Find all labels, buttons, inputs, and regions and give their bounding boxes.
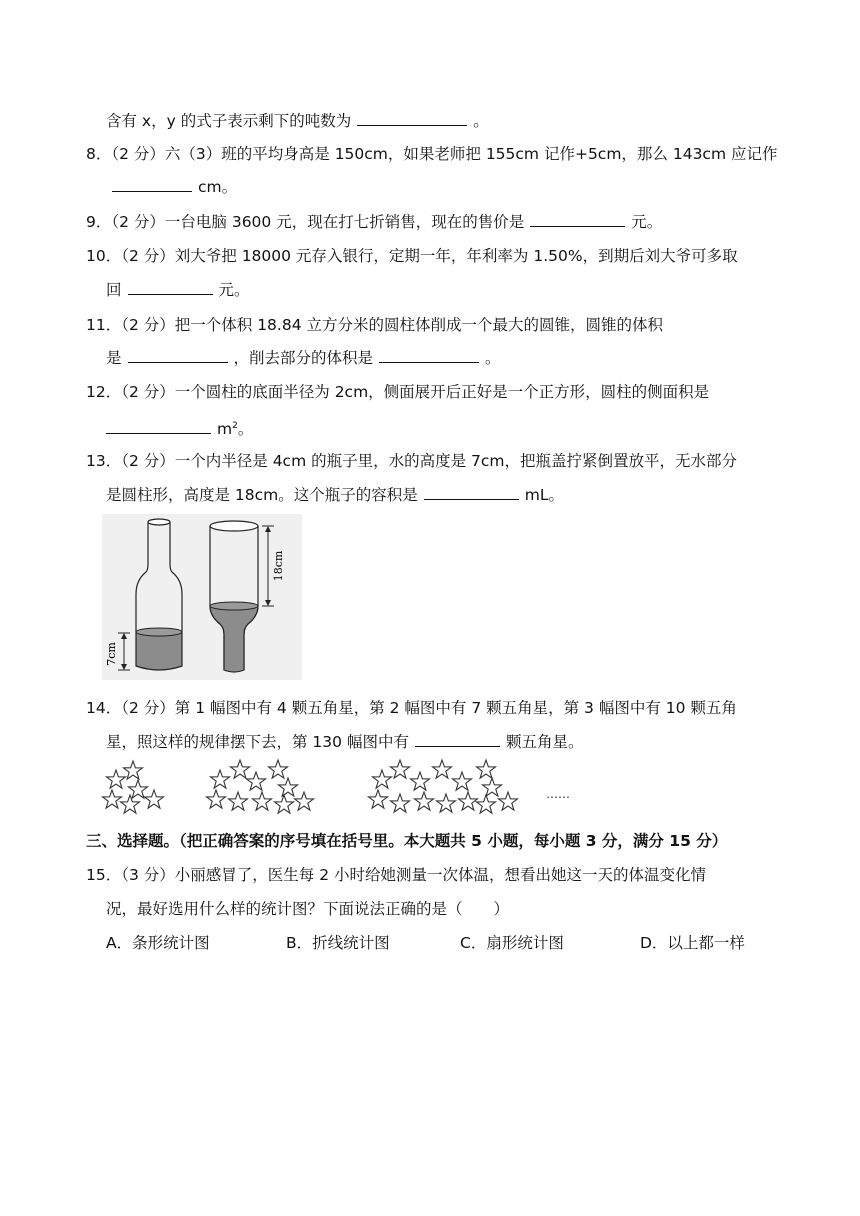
- star-group-3: [369, 760, 518, 813]
- question-12-line2: $m^2$。: [106, 415, 253, 440]
- question-11-line2: 是 ，削去部分的体积是 。: [106, 349, 501, 367]
- star-icon: [433, 760, 452, 778]
- star-icon: [269, 760, 288, 778]
- figure-background: [102, 514, 302, 680]
- question-8-line2: cm。: [106, 176, 237, 198]
- star-icon: [499, 792, 518, 810]
- question-14-line2: 星，照这样的规律摆下去，第 130 幅图中有 颗五角星。: [106, 733, 584, 751]
- star-icon: [453, 772, 472, 790]
- question-15-line2: 况，最好选用什么样的统计图？下面说法正确的是（ ）: [106, 900, 510, 918]
- stars-figure: [98, 758, 588, 818]
- question-15-line1: 15．（3 分）小丽感冒了，医生每 2 小时给她测量一次体温，想看出她这一天的体温变化情: [86, 866, 706, 884]
- height-label-18cm: 18cm: [272, 550, 285, 582]
- star-icon: [121, 795, 140, 813]
- answer-blank[interactable]: [424, 484, 519, 500]
- answer-blank[interactable]: [530, 211, 625, 227]
- answer-blank[interactable]: [106, 418, 211, 434]
- question-12-line1: 12．（2 分）一个圆柱的底面半径为 2cm，侧面展开后正好是一个正方形，圆柱的侧面积是: [86, 383, 710, 401]
- star-icon: [275, 795, 294, 813]
- answer-blank[interactable]: [357, 110, 467, 126]
- ellipsis: ……: [546, 787, 570, 801]
- star-icon: [207, 790, 226, 808]
- star-icon: [107, 770, 126, 788]
- star-icon: [247, 772, 266, 790]
- question-10-line1: 10．（2 分）刘大爷把 18000 元存入银行，定期一年，年利率为 1.50%，到期后刘大爷可多取: [86, 247, 738, 265]
- star-group-1: [103, 761, 164, 813]
- star-group-2: [207, 760, 314, 813]
- question-13-line1: 13．（2 分）一个内半径是 4cm 的瓶子里，水的高度是 7cm，把瓶盖拧紧倒置放平，无水部分: [86, 452, 738, 470]
- star-icon: [129, 780, 148, 798]
- question-9: 9．（2 分）一台电脑 3600 元，现在打七折销售，现在的售价是 元。: [86, 213, 663, 231]
- star-icon: [437, 794, 456, 812]
- answer-blank[interactable]: [128, 279, 213, 295]
- star-icon: [295, 792, 314, 810]
- option-c[interactable]: C．扇形统计图: [460, 934, 564, 952]
- section-3-heading: 三、选择题。（把正确答案的序号填在括号里。本大题共 5 小题，每小题 3 分，满分 15 分）: [86, 832, 728, 850]
- question-13-line2: 是圆柱形，高度是 18cm。这个瓶子的容积是 mL。: [106, 486, 565, 504]
- answer-blank[interactable]: [112, 176, 192, 192]
- star-icon: [229, 792, 248, 810]
- star-icon: [391, 794, 410, 812]
- star-icon: [279, 778, 298, 796]
- answer-blank[interactable]: [128, 347, 228, 363]
- answer-blank[interactable]: [379, 347, 479, 363]
- option-d[interactable]: D．以上都一样: [640, 934, 745, 952]
- star-icon: [253, 792, 272, 810]
- height-label-7cm: 7cm: [105, 642, 118, 666]
- star-icon: [103, 790, 122, 808]
- star-icon: [477, 760, 496, 778]
- question-11-line1: 11．（2 分）把一个体积 18.84 立方分米的圆柱体削成一个最大的圆锥，圆锥的体积: [86, 316, 663, 334]
- star-icon: [231, 760, 250, 778]
- question-10-line2: 回 元。: [106, 281, 250, 299]
- star-icon: [211, 770, 230, 788]
- question-8-line1: 8．（2 分）六（3）班的平均身高是 150cm，如果老师把 155cm 记作+5cm，那么 143cm 应记作: [86, 145, 778, 163]
- star-icon: [411, 772, 430, 790]
- star-icon: [477, 795, 496, 813]
- star-icon: [391, 760, 410, 778]
- star-icon: [459, 792, 478, 810]
- water-left: [136, 632, 182, 670]
- q7-continuation: 含有 x，y 的式子表示剩下的吨数为 。: [106, 112, 489, 130]
- option-b[interactable]: B．折线统计图: [286, 934, 390, 952]
- star-icon: [373, 770, 392, 788]
- star-icon: [145, 790, 164, 808]
- star-icon: [369, 790, 388, 808]
- star-icon: [483, 778, 502, 796]
- answer-blank[interactable]: [415, 731, 500, 747]
- bottle-figure: [102, 514, 302, 680]
- star-icon: [415, 792, 434, 810]
- question-14-line1: 14．（2 分）第 1 幅图中有 4 颗五角星，第 2 幅图中有 7 颗五角星，第 3 幅图中有 10 颗五角: [86, 699, 737, 717]
- option-a[interactable]: A．条形统计图: [106, 934, 210, 952]
